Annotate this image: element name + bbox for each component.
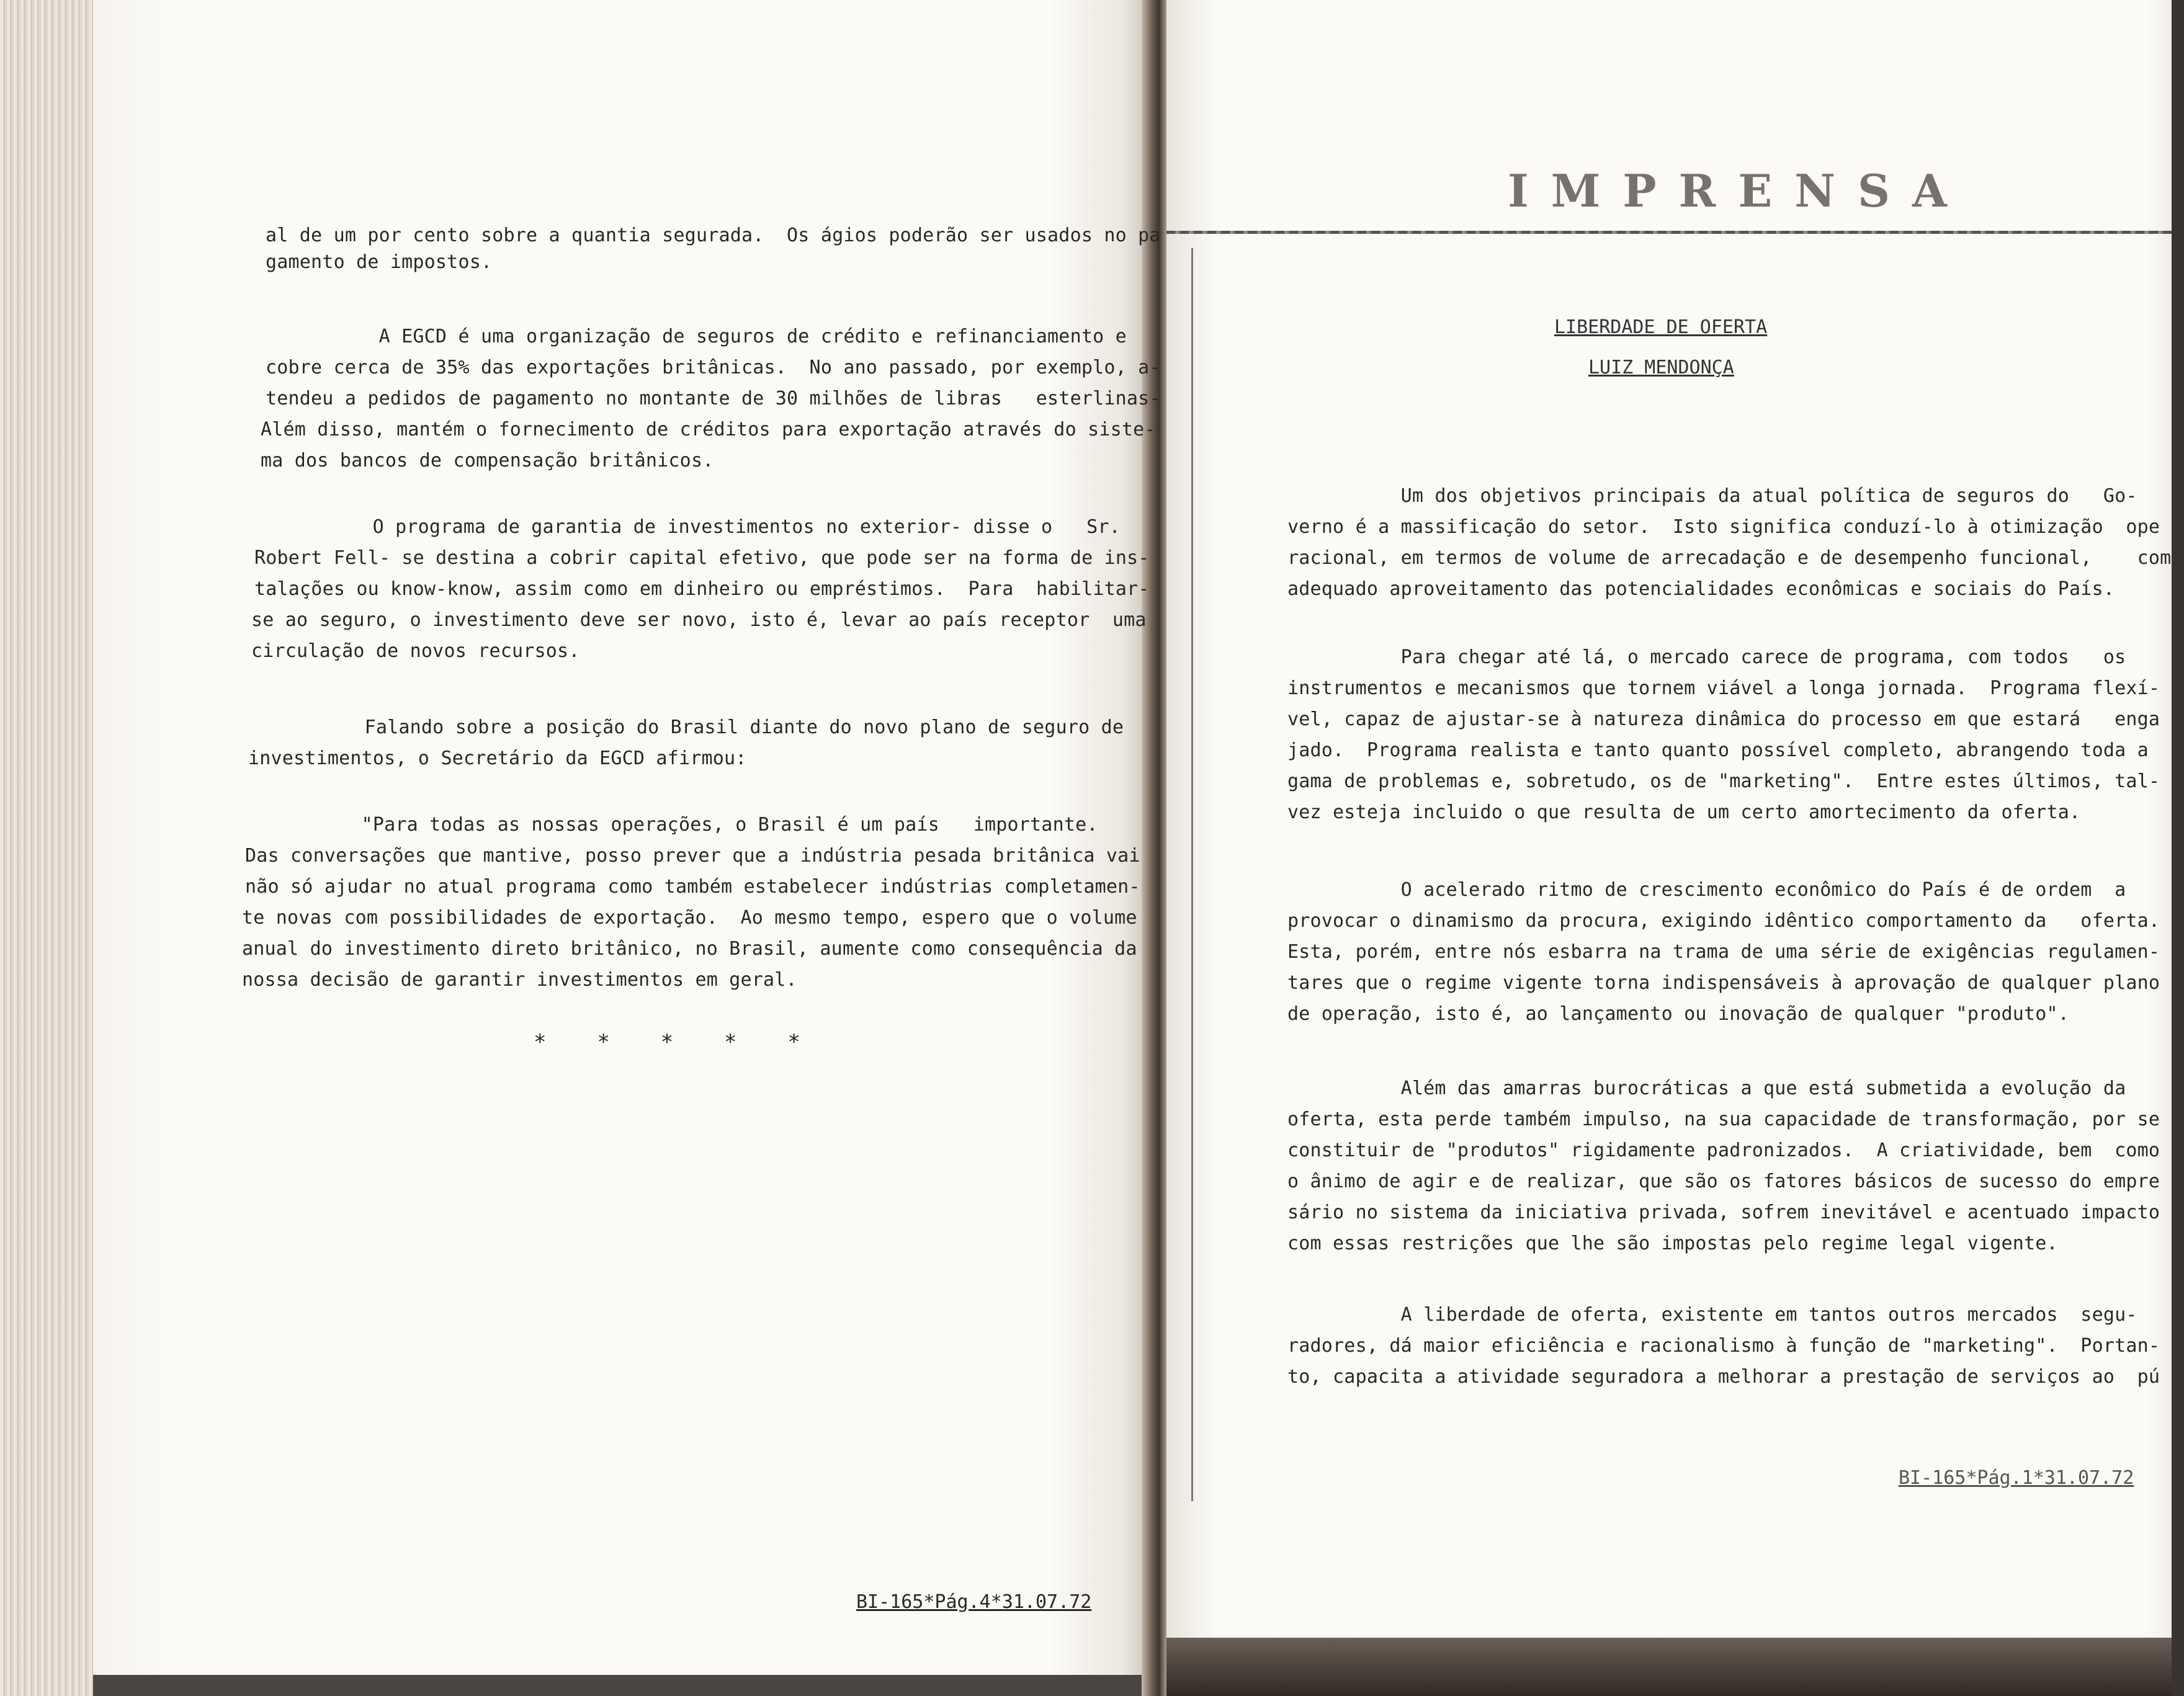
text-line: te novas com possibilidades de exportação. Ao mesmo tempo, espero que o volume bbox=[242, 907, 1137, 929]
text-line: de operação, isto é, ao lançamento ou inovação de qualquer "produto". bbox=[1287, 1003, 2070, 1025]
text-line: Falando sobre a posição do Brasil diante do novo plano de seguro de bbox=[251, 716, 1124, 738]
title-divider bbox=[1166, 231, 2172, 234]
text-line: vez esteja incluido o que resulta de um certo amortecimento da oferta. bbox=[1287, 801, 2081, 823]
page-edge-right bbox=[2172, 0, 2184, 1696]
text-line: racional, em termos de volume de arrecadação e de desempenho funcional, com bbox=[1287, 547, 2172, 569]
text-line: ma dos bancos de compensação britânicos. bbox=[261, 450, 714, 471]
page-edges-left bbox=[0, 0, 93, 1696]
text-line: jado. Programa realista e tanto quanto possível completo, abrangendo toda a bbox=[1287, 739, 2149, 761]
text-line: Além das amarras burocráticas a que está submetida a evolução da bbox=[1287, 1078, 2126, 1099]
text-line: adequado aproveitamento das potencialidades econômicas e sociais do País. bbox=[1287, 578, 2115, 600]
text-line: anual do investimento direto britânico, no Brasil, aumente como consequência da bbox=[242, 938, 1137, 960]
text-line: gamento de impostos. bbox=[266, 251, 493, 273]
text-line: circulação de novos recursos. bbox=[251, 640, 580, 662]
text-line: to, capacita a atividade seguradora a melhorar a prestação de serviços ao pú bbox=[1287, 1366, 2160, 1388]
text-line: provocar o dinamismo da procura, exigindo idêntico comportamento da oferta. bbox=[1287, 910, 2160, 932]
text-line: nossa decisão de garantir investimentos em geral. bbox=[242, 969, 797, 991]
text-line: Além disso, mantém o fornecimento de créditos para exportação através do siste- bbox=[261, 419, 1156, 440]
text-line: com essas restrições que lhe são impostas pelo regime legal vigente. bbox=[1287, 1233, 2058, 1254]
margin-rule bbox=[1191, 248, 1193, 1501]
text-line: instrumentos e mecanismos que tornem viável a longa jornada. Programa flexí- bbox=[1287, 677, 2160, 699]
text-line: constituir de "produtos" rigidamente padronizados. A criatividade, bem como bbox=[1287, 1140, 2160, 1161]
text-line: "Para todas as nossas operações, o Brasil é um país importante. bbox=[248, 814, 1098, 836]
text-line: gama de problemas e, sobretudo, os de "marketing". Entre estes últimos, tal- bbox=[1287, 770, 2160, 792]
text-line: se ao seguro, o investimento deve ser novo, isto é, levar ao país receptor uma bbox=[251, 609, 1147, 631]
text-line: radores, dá maior eficiência e racionalismo à função de "marketing". Portan- bbox=[1287, 1335, 2160, 1357]
page-footer-reference: BI-165*Pág.1*31.07.72 bbox=[1899, 1467, 2134, 1489]
text-line: investimentos, o Secretário da EGCD afirmou: bbox=[248, 748, 747, 769]
text-line: tendeu a pedidos de pagamento no montante de 30 milhões de libras esterlinas- bbox=[266, 388, 1161, 409]
section-separator-stars: * * * * * bbox=[534, 1030, 800, 1055]
section-title: IMPRENSA bbox=[1508, 164, 1969, 217]
text-line: não só ajudar no atual programa como também estabelecer indústrias completamen- bbox=[245, 876, 1140, 898]
text-line: tares que o regime vigente torna indispensáveis à aprovação de qualquer plano bbox=[1287, 972, 2160, 994]
text-line: sário no sistema da iniciativa privada, sofrem inevitável e acentuado impacto bbox=[1287, 1202, 2160, 1223]
text-line: Esta, porém, entre nós esbarra na trama de uma série de exigências regulamen- bbox=[1287, 941, 2160, 963]
text-line: A EGCD é uma organização de seguros de crédito e refinanciamento e bbox=[266, 326, 1127, 347]
text-line: vel, capaz de ajustar-se à natureza dinâmica do processo em que estará enga bbox=[1287, 708, 2160, 730]
text-line: Um dos objetivos principais da atual política de seguros do Go- bbox=[1287, 485, 2137, 507]
text-line: O programa de garantia de investimentos no exterior- disse o Sr. bbox=[259, 516, 1121, 538]
text-line: o ânimo de agir e de realizar, que são os fatores básicos de sucesso do empre bbox=[1287, 1171, 2160, 1192]
text-line: al de um por cento sobre a quantia segurada. Os ágios poderão ser usados no pa bbox=[266, 225, 1161, 246]
article-title: LIBERDADE DE OFERTA bbox=[1554, 316, 1768, 338]
book-gutter bbox=[1142, 0, 1166, 1696]
text-line: Das conversações que mantive, posso prever que a indústria pesada britânica vai bbox=[245, 845, 1140, 867]
text-line: Para chegar até lá, o mercado carece de programa, com todos os bbox=[1287, 646, 2126, 668]
page-shadow-bottom bbox=[1166, 1638, 2184, 1696]
text-line: verno é a massificação do setor. Isto significa conduzí-lo à otimização ope bbox=[1287, 516, 2160, 538]
text-line: A liberdade de oferta, existente em tantos outros mercados segu- bbox=[1287, 1304, 2137, 1326]
text-line: O acelerado ritmo de crescimento econômico do País é de ordem a bbox=[1287, 879, 2126, 901]
text-line: oferta, esta perde também impulso, na sua capacidade de transformação, por se bbox=[1287, 1109, 2160, 1130]
page-footer-reference: BI-165*Pág.4*31.07.72 bbox=[856, 1591, 1092, 1613]
text-line: talações ou know-know, assim como em dinheiro ou empréstimos. Para habilitar- bbox=[254, 578, 1150, 600]
article-author: LUIZ MENDONÇA bbox=[1588, 357, 1734, 378]
text-line: cobre cerca de 35% das exportações britânicas. No ano passado, por exemplo, a- bbox=[266, 357, 1161, 378]
text-line: Robert Fell- se destina a cobrir capital efetivo, que pode ser na forma de ins- bbox=[254, 547, 1150, 569]
